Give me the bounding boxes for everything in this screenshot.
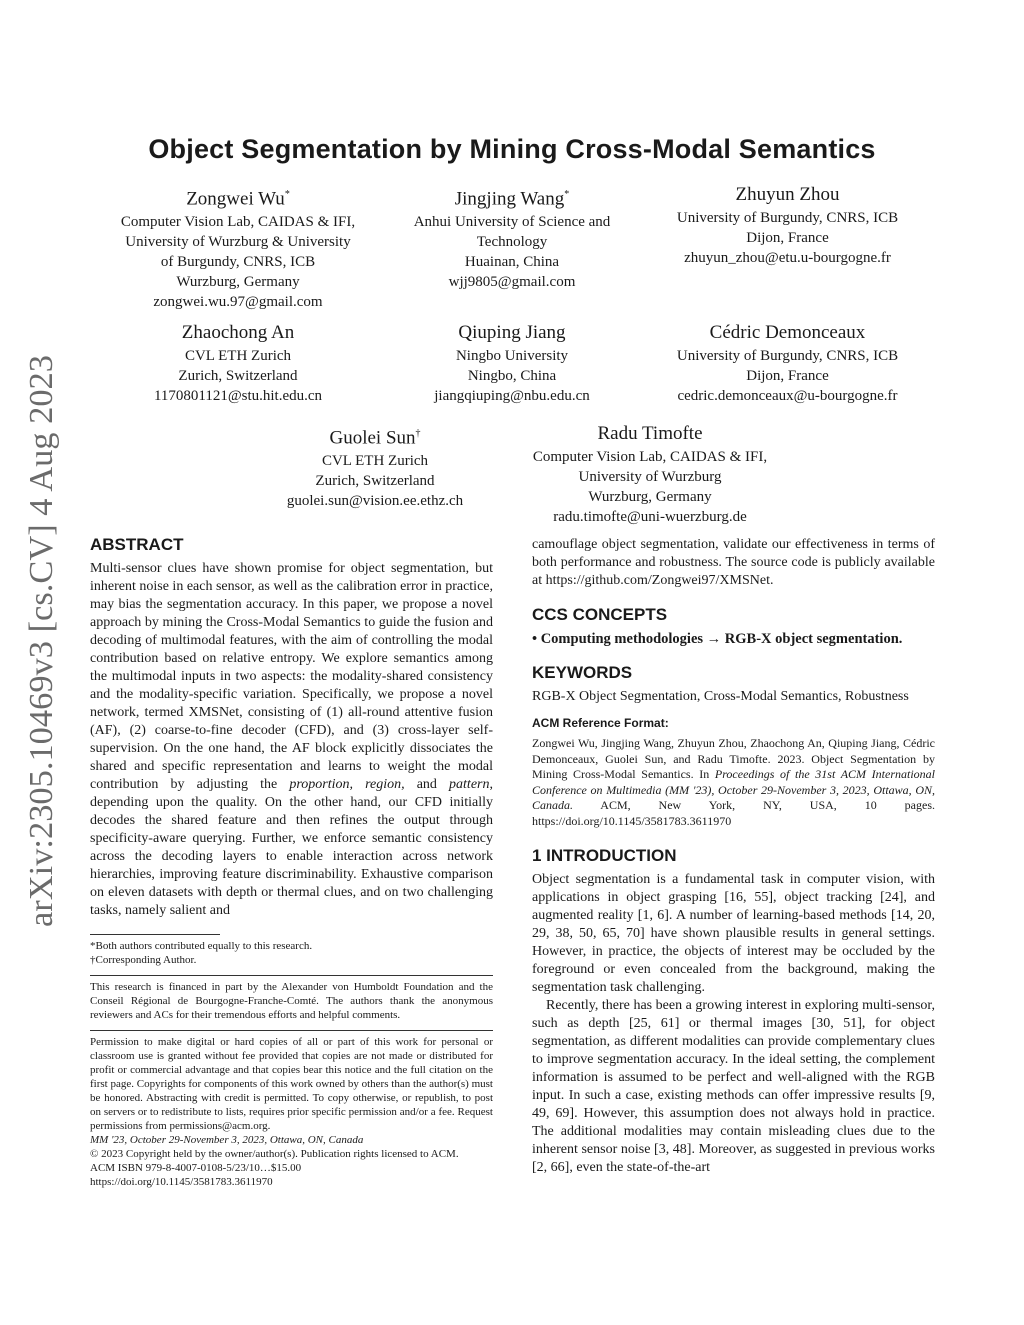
copyright-line: © 2023 Copyright held by the owner/author(s). Publication rights licensed to ACM. (90, 1148, 459, 1160)
permission-rule (90, 1030, 493, 1031)
paper-title: Object Segmentation by Mining Cross-Modal Semantics (148, 134, 876, 164)
author-email: wjj9805@gmail.com (448, 274, 576, 291)
author-affiliation: Ningbo University (455, 348, 569, 364)
author-name: Qiuping Jiang (458, 322, 566, 343)
author-affiliation: University of Burgundy, CNRS, ICB (676, 210, 899, 226)
funding-note: This research is financed in part by the Alexander von Humboldt Foundation and the Conseil Régional de Bourgogne-Franche-Comté. The authors thank the anonymous reviewers and ACs for their tremendous efforts and helpful comments. (90, 981, 493, 1021)
author-block (645, 182, 930, 268)
author-email: 1170801121@stu.hit.edu.cn (153, 388, 323, 404)
intro-heading: 1 INTRODUCTION (532, 846, 677, 865)
arxiv-stamp-svg (8, 352, 66, 927)
author-name: Jingjing Wang* (454, 188, 570, 210)
author-email: cedric.demonceaux@u-bourgogne.fr (677, 388, 898, 404)
abstract-text: Multi-sensor clues have shown promise for object segmentation, but inherent noise in each sensor, as well as the calibration error in practice, may bias the segmentation accuracy. In this paper, we propose a novel approach by mining the Cross-Modal Semantics to guide the fusion and decoding of multimodal features, with the aim of controlling the modal contribution based on relative entropy. We explore semantics among the multimodal inputs in two aspects: the modality-shared consistency and the modality-specific variation. Specifically, we propose a novel network, termed XMSNet, consisting of (1) all-round attentive fusion (AF), (2) coarse-to-fine decoder (CFD), and (3) cross-layer self-supervision. On the one hand, the AF block explicitly dissociates the shared and specific representation and learns to weight the modal contribution by adjusting the proportion, region, and pattern, depending upon the quality. On the other hand, our CFD initially decodes the shared feature and then refines the output through specificity-aware querying. Further, we enforce semantic consistency across the decoding layers to enable interaction across network hierarchies, improving feature discriminability. Exhaustive comparison on eleven datasets with depth or thermal clues, and on two challenging tasks, namely salient and (90, 561, 493, 918)
author-affiliation: University of Burgundy, CNRS, ICB (676, 348, 899, 364)
intro-paragraph-1: Object segmentation is a fundamental task in computer vision, with applications in object grasping [16, 55], object tracking [24], and augmented reality [1, 6]. A number of learning-based methods [14, 20, 29, 38, 50, 65, 70] have shown plausible results in general settings. However, in practice, the objects of interest may be occluded by the foreground or even concealed from the background, making the segmentation task challenging. (532, 872, 935, 995)
author-location: Dijon, France (746, 230, 829, 246)
footnote-rule (90, 934, 220, 935)
author-affiliation: CVL ETH Zurich (184, 348, 292, 364)
author-location: Zurich, Switzerland (178, 368, 298, 384)
funding-rule (90, 975, 493, 976)
arxiv-stamp (8, 352, 66, 927)
author-name: Zhuyun Zhou (735, 184, 840, 205)
author-block (240, 421, 510, 511)
venue-line: MM '23, October 29-November 3, 2023, Ottawa, ON, Canada (90, 1134, 364, 1146)
arxiv-id: arXiv:2305.10469v3 [cs.CV] 4 Aug 2023 (23, 362, 60, 927)
author-affiliation: Anhui University of Science and (413, 214, 611, 231)
author-email: zongwei.wu.97@gmail.com (153, 294, 323, 311)
author-location: Dijon, France (746, 368, 829, 384)
author-name: Zongwei Wu* (186, 188, 290, 210)
author-email: jiangqiuping@nbu.edu.cn (434, 388, 590, 404)
author-location: Huainan, China (464, 254, 560, 271)
isbn-line: ACM ISBN 979-8-4007-0108-5/23/10…$15.00 (90, 1162, 302, 1174)
permission-note: Permission to make digital or hard copies of all or part of this work for personal or classroom use is granted without fee provided that copies are not made or distributed for profit or commercial advantage and that copies bear this notice and the full citation on the first page. Copyrights for components of this work owned by others than the author(s) must be honored. Abstracting with credit is permitted. To copy otherwise, or republish, to post on servers or to redistribute to lists, requires prior specific permission and/or a fee. Request permissions from permissions@acm.org. (90, 1036, 493, 1132)
author-affiliation: University of Wurzburg & University (125, 234, 351, 251)
author-affiliation: CVL ETH Zurich (321, 453, 429, 470)
left-column (90, 536, 493, 1189)
abstract-continued: camouflage object segmentation, validate our effectiveness in terms of both performance and robustness. The source code is publicly available at https://github.com/Zongwei97/XMSNet. (532, 537, 935, 588)
author-location: Ningbo, China (467, 368, 557, 384)
author-email: guolei.sun@vision.ee.ethz.ch (286, 493, 464, 510)
ccs-heading: CCS CONCEPTS (532, 605, 668, 624)
author-name: Zhaochong An (181, 322, 295, 343)
author-block (382, 182, 642, 292)
author-affiliation: Technology (476, 234, 548, 251)
author-block (645, 320, 930, 406)
author-location: Zurich, Switzerland (315, 473, 435, 490)
author-affiliation: of Burgundy, CNRS, ICB (160, 254, 316, 271)
author-affiliation: Computer Vision Lab, CAIDAS & IFI, (532, 449, 768, 465)
acm-ref-heading: ACM Reference Format: (532, 716, 669, 730)
author-name: Cédric Demonceaux (709, 322, 866, 343)
author-affiliation: Computer Vision Lab, CAIDAS & IFI, (120, 214, 356, 231)
author-block (98, 182, 378, 312)
author-email: radu.timofte@uni-wuerzburg.de (553, 509, 747, 525)
author-location: Wurzburg, Germany (176, 274, 300, 291)
keywords-heading: KEYWORDS (532, 663, 633, 682)
author-block (510, 421, 790, 527)
author-affiliation: University of Wurzburg (578, 469, 722, 485)
footnote-equal: *Both authors contributed equally to this research. (90, 940, 313, 952)
abstract-heading: ABSTRACT (90, 535, 184, 554)
author-email: zhuyun_zhou@etu.u-bourgogne.fr (684, 250, 891, 266)
right-column (532, 536, 935, 1177)
acm-ref-text: Zongwei Wu, Jingjing Wang, Zhuyun Zhou, Zhaochong An, Qiuping Jiang, Cédric Demonceaux, Guolei Sun, and Radu Timofte. 2023. Object Segmentation by Mining Cross-Modal Semantics. In Proceedings of the 31st ACM International Conference on Multimedia (MM '23), October 29-November 3, 2023, Ottawa, ON, Canada. ACM, New York, NY, USA, 10 pages. https://doi.org/10.1145/3581783.3611970 (532, 736, 935, 828)
footnote-corresponding: †Corresponding Author. (90, 954, 197, 966)
keywords-text: RGB-X Object Segmentation, Cross-Modal Semantics, Robustness (532, 689, 909, 704)
author-block (98, 320, 378, 406)
ccs-item: • Computing methodologies → RGB-X object segmentation. (532, 631, 903, 647)
author-name: Radu Timofte (597, 423, 703, 444)
author-block (382, 320, 642, 406)
doi-line: https://doi.org/10.1145/3581783.3611970 (90, 1176, 273, 1188)
author-name: Guolei Sun† (329, 427, 421, 449)
intro-paragraph-2: Recently, there has been a growing interest in exploring multi-sensor, such as depth [25, 61] or thermal images [30, 51], for object segmentation, as different modalities can provide complementary clues to improve segmentation accuracy. In the ideal setting, the complement information is assumed to be perfect and well-aligned with the RGB input. In such a case, existing methods can offer impressive results [9, 49, 69]. However, this assumption does not always hold in practice. The additional modalities may contain misleading clues due to the inherent sensor noise [3, 48]. Moreover, as suggested in previous works [2, 66], even the state-of-the-art (532, 998, 935, 1175)
author-location: Wurzburg, Germany (588, 489, 712, 505)
